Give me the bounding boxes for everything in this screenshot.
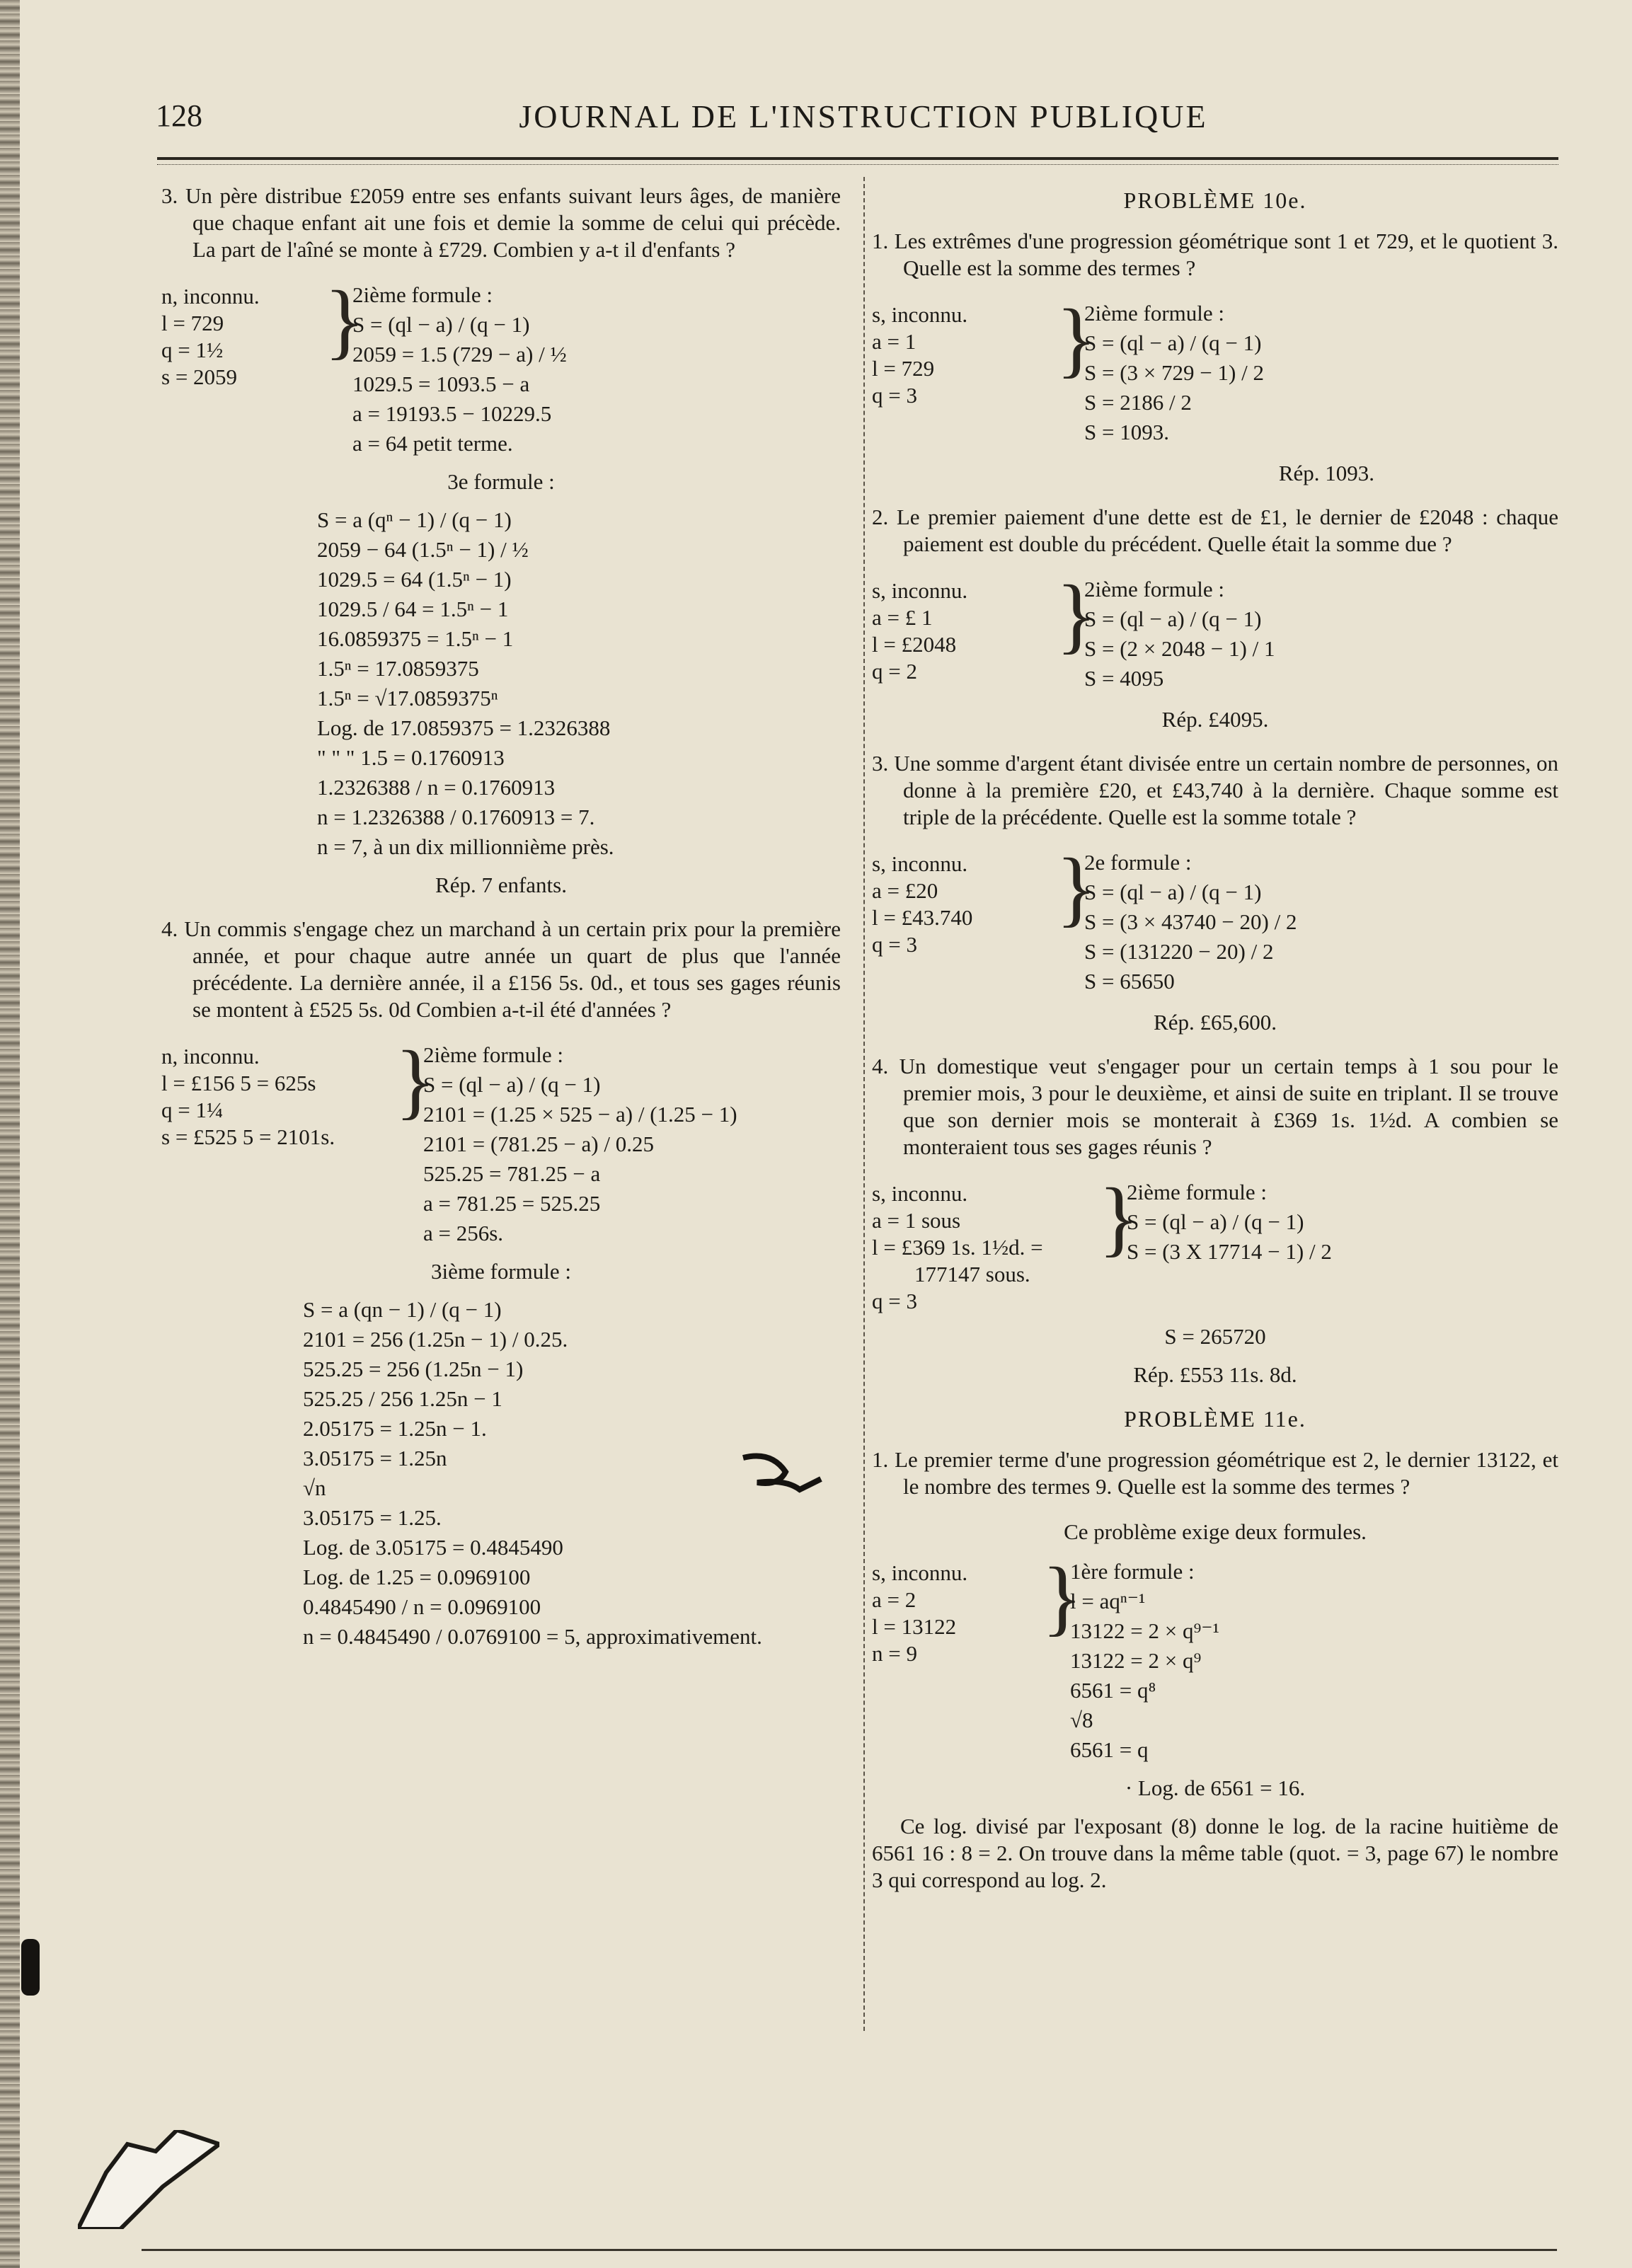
p10-q3-steps	[1084, 849, 1558, 998]
step-line: 3.05175 = 1.25n	[303, 1446, 447, 1470]
brace: }	[324, 273, 365, 367]
step-line: 525.25 = 781.25 − a	[423, 1161, 601, 1186]
step-line: Log. de 1.25 = 0.0969100	[303, 1565, 531, 1589]
brace: }	[395, 1033, 436, 1127]
step-line: 525.25 = 256 (1.25n − 1)	[303, 1357, 524, 1381]
step-line: 2e formule :	[1084, 850, 1192, 875]
step-line: S = (3 X 17714 − 1) / 2	[1127, 1239, 1332, 1264]
given-line: q = 2	[872, 659, 917, 684]
given-line: l = £156 5 = 625s	[161, 1071, 316, 1095]
step-line: 1029.5 / 64 = 1.5ⁿ − 1	[317, 597, 509, 621]
p10-q4-answer: Rép. £553 11s. 8d.	[1133, 1362, 1297, 1387]
header-rule-dotted	[157, 164, 1558, 165]
given-line: n, inconnu.	[161, 284, 260, 309]
step-line: n = 0.4845490 / 0.0769100 = 5, approximativement.	[303, 1624, 762, 1649]
step-line: 2ième formule :	[352, 282, 493, 307]
step-line: Log. de 17.0859375 = 1.2326388	[317, 715, 611, 740]
step-line: 6561 = q	[1070, 1737, 1149, 1762]
left-column	[161, 183, 841, 1653]
brace: }	[1098, 1170, 1139, 1265]
given-line: l = 13122	[872, 1614, 957, 1639]
given-line: a = £20	[872, 878, 938, 903]
given-line: q = 1½	[161, 338, 224, 362]
p10-q4-steps	[1127, 1179, 1558, 1315]
given-line: s, inconnu.	[872, 578, 968, 603]
step-line: n = 7, à un dix millionnième près.	[317, 834, 614, 859]
step-line: 2ième formule :	[1084, 577, 1224, 601]
step-line: 2059 = 1.5 (729 − a) / ½	[352, 342, 567, 367]
given-line: a = 2	[872, 1587, 916, 1612]
p10-q1-workings	[872, 292, 1558, 449]
step-line: a = 781.25 = 525.25	[423, 1191, 601, 1216]
step-line: S = 4095	[1084, 666, 1164, 691]
step-line: 1029.5 = 1093.5 − a	[352, 372, 530, 396]
step-line: l = aqⁿ⁻¹	[1070, 1589, 1146, 1613]
step-line: 2.05175 = 1.25n − 1.	[303, 1416, 487, 1441]
p10-q1-steps	[1084, 300, 1558, 449]
page-number: 128	[156, 98, 202, 133]
step-line: 525.25 / 256 1.25n − 1	[303, 1386, 502, 1411]
p11-q1-closing: Ce log. divisé par l'exposant (8) donne le log. de la racine huitième de 6561 16 : 8 = 2. On trouve dans la même table (quot. = 3, page 67) le nombre 3 qui correspond au log. 2.	[872, 1814, 1558, 1892]
step-line: 16.0859375 = 1.5ⁿ − 1	[317, 626, 514, 651]
step-line: " " " 1.5 = 0.1760913	[317, 745, 505, 770]
given-line: a = 1	[872, 329, 916, 354]
step-line: 6561 = q⁸	[1070, 1678, 1156, 1703]
given-line: q = 3	[872, 932, 917, 957]
step-line: 2101 = (781.25 − a) / 0.25	[423, 1132, 654, 1156]
p10-q2-givens	[872, 576, 1056, 695]
page-header	[156, 98, 1557, 140]
step-line: 0.4845490 / n = 0.0969100	[303, 1594, 541, 1619]
step-line: S = (ql − a) / (q − 1)	[423, 1072, 601, 1097]
column-divider	[863, 177, 865, 2031]
p11-q1-question: 1. Le premier terme d'une progression géométrique est 2, le dernier 13122, et le nombre des termes 9. Quelle est la somme des termes ?	[872, 1447, 1558, 1499]
p11-q1-steps	[1070, 1558, 1558, 1766]
given-line: n, inconnu.	[161, 1044, 260, 1069]
p10-q3-answer: Rép. £65,600.	[1154, 1010, 1277, 1035]
step-line: S = (3 × 729 − 1) / 2	[1084, 360, 1264, 385]
problem-4-givens	[161, 1042, 395, 1250]
step-line: √n	[303, 1475, 326, 1500]
step-line: S = (3 × 43740 − 20) / 2	[1084, 909, 1297, 934]
step-line: S = a (qn − 1) / (q − 1)	[303, 1297, 502, 1322]
brace: }	[1042, 1550, 1083, 1644]
step-line: 2ième formule :	[1084, 301, 1224, 326]
step-line: S = 1093.	[1084, 420, 1169, 444]
step-line: 1ère formule :	[1070, 1559, 1195, 1584]
given-line: l = £43.740	[872, 905, 973, 930]
step-line: S = (131220 − 20) / 2	[1084, 939, 1274, 964]
step-line: a = 256s.	[423, 1221, 504, 1245]
given-line: s, inconnu.	[872, 302, 968, 327]
p10-q2-answer: Rép. £4095.	[1161, 707, 1269, 732]
step-line: S = 2186 / 2	[1084, 390, 1192, 415]
step-line: 13122 = 2 × q⁹	[1070, 1648, 1202, 1673]
header-rule	[157, 157, 1558, 160]
problem-3-formula-3	[161, 507, 841, 860]
given-line: a = £ 1	[872, 605, 933, 630]
given-line: s = 2059	[161, 364, 238, 389]
step-line: a = 64 petit terme.	[352, 431, 513, 456]
step-line: 1.5ⁿ = 17.0859375	[317, 656, 479, 681]
step-line: S = (ql − a) / (q − 1)	[1084, 330, 1262, 355]
step-line: 3.05175 = 1.25.	[303, 1505, 442, 1530]
step-line: S = (ql − a) / (q − 1)	[1084, 606, 1262, 631]
p10-q3-workings	[872, 841, 1558, 998]
given-line: q = 3	[872, 1289, 917, 1313]
given-line: s, inconnu.	[872, 1560, 968, 1585]
step-line: 2101 = (1.25 × 525 − a) / (1.25 − 1)	[423, 1102, 737, 1127]
bottom-rule	[142, 2249, 1557, 2251]
p10-q4-question: 4. Un domestique veut s'engager pour un certain temps à 1 sou pour le premier mois, 3 pour le deuxième, et ainsi de suite en triplant. Il se trouve que son dernier mois se monterait à £369 1s. 1½d. A combien se monteraient tous ses gages réunis ?	[872, 1054, 1558, 1159]
p10-q3-givens	[872, 849, 1056, 998]
step-line: 1.2326388 / n = 0.1760913	[317, 775, 556, 800]
given-line: q = 1¼	[161, 1098, 224, 1122]
given-line: l = £369 1s. 1½d. =	[872, 1235, 1043, 1260]
p10-q3-question: 3. Une somme d'argent étant divisée entre un certain nombre de personnes, on donne à la première £20, et £43,740 à la dernière. Chaque somme est triple de la précédente. Quelle est la somme totale ?	[872, 751, 1558, 829]
problem-4-question: 4. Un commis s'engage chez un marchand à un certain prix pour la première année, et pour chaque autre année un quart de plus que l'année précédente. La dernière année, il a £156 5s. 0d., et tous ses gages réunis se montent à £525 5s. 0d Combien a-t-il été d'années ?	[161, 916, 841, 1022]
p11-q1-givens	[872, 1558, 1042, 1766]
step-line: S = 65650	[1084, 969, 1175, 994]
right-column	[872, 183, 1558, 1894]
problem-3-givens	[161, 282, 324, 460]
problem-3-answer: Rép. 7 enfants.	[435, 873, 567, 897]
p10-q1-answer: Rép. 1093.	[1278, 461, 1374, 485]
given-line: s, inconnu.	[872, 851, 968, 876]
problem-11-heading: PROBLÈME 11e.	[1124, 1406, 1306, 1432]
p10-q2-question: 2. Le premier paiement d'une dette est de £1, le dernier de £2048 : chaque paiement est double du précédent. Quelle était la somme due ?	[872, 505, 1558, 556]
ink-scribble	[736, 1444, 835, 1500]
given-line: s, inconnu.	[872, 1181, 968, 1206]
p10-q4-result: S = 265720	[1164, 1324, 1266, 1349]
step-line: 1.5ⁿ = √17.0859375ⁿ	[317, 686, 498, 710]
step-line: Log. de 3.05175 = 0.4845490	[303, 1535, 563, 1560]
step-line: 2ième formule :	[1127, 1180, 1267, 1204]
p11-q1-workings	[872, 1550, 1558, 1766]
step-line: √8	[1070, 1708, 1093, 1732]
given-line: n = 9	[872, 1641, 917, 1666]
problem-4-workings	[161, 1033, 841, 1250]
given-line: a = 1 sous	[872, 1208, 961, 1233]
step-line: 2ième formule :	[423, 1042, 563, 1067]
step-line: 13122 = 2 × q⁹⁻¹	[1070, 1618, 1219, 1643]
given-line: 177147 sous.	[914, 1262, 1030, 1286]
step-line: 1029.5 = 64 (1.5ⁿ − 1)	[317, 567, 512, 592]
problem-3-formula-3-head: 3e formule :	[447, 469, 555, 494]
p10-q2-workings	[872, 568, 1558, 695]
step-line: 2059 − 64 (1.5ⁿ − 1) / ½	[317, 537, 529, 562]
ink-blot	[21, 1939, 40, 1996]
problem-4-formula-3-head: 3ième formule :	[431, 1259, 571, 1284]
step-line: S = (ql − a) / (q − 1)	[1127, 1209, 1304, 1234]
problem-10-heading: PROBLÈME 10e.	[1123, 188, 1307, 213]
p11-q1-log: · Log. de 6561 = 16.	[1125, 1775, 1306, 1800]
step-line: S = (2 × 2048 − 1) / 1	[1084, 636, 1275, 661]
given-line: s = £525 5 = 2101s.	[161, 1124, 335, 1149]
given-line: q = 3	[872, 383, 917, 408]
brace: }	[1056, 841, 1097, 935]
p10-q4-workings	[872, 1170, 1558, 1315]
brace: }	[1056, 568, 1097, 662]
step-line: S = a (qⁿ − 1) / (q − 1)	[317, 507, 512, 532]
given-line: l = 729	[872, 356, 935, 381]
step-line: 2101 = 256 (1.25n − 1) / 0.25.	[303, 1327, 568, 1352]
problem-3-workings	[161, 273, 841, 460]
page-binding-edge	[0, 0, 20, 2268]
p10-q4-givens	[872, 1179, 1098, 1315]
problem-4-formula-2	[423, 1042, 841, 1250]
problem-3-question: 3. Un père distribue £2059 entre ses enfants suivant leurs âges, de manière que chaque enfant ait une fois et demie la somme de celui qui précède. La part de l'aîné se monte à £729. Combien y a-t il d'enfants ?	[161, 183, 841, 262]
given-line: l = £2048	[872, 632, 957, 657]
step-line: S = (ql − a) / (q − 1)	[1084, 880, 1262, 904]
p10-q2-steps	[1084, 576, 1558, 695]
page-corner-damage	[78, 2130, 219, 2229]
problem-3-formula-2	[352, 282, 841, 460]
p10-q1-question: 1. Les extrêmes d'une progression géométrique sont 1 et 729, et le quotient 3. Quelle est la somme des termes ?	[872, 229, 1558, 280]
given-line: l = 729	[161, 311, 224, 335]
step-line: a = 19193.5 − 10229.5	[352, 401, 552, 426]
brace: }	[1056, 292, 1097, 386]
step-line: n = 1.2326388 / 0.1760913 = 7.	[317, 805, 595, 829]
journal-title: JOURNAL DE L'INSTRUCTION PUBLIQUE	[519, 98, 1208, 134]
step-line: S = (ql − a) / (q − 1)	[352, 312, 530, 337]
p10-q1-givens	[872, 300, 1056, 449]
p11-q1-note: Ce problème exige deux formules.	[1064, 1519, 1367, 1544]
